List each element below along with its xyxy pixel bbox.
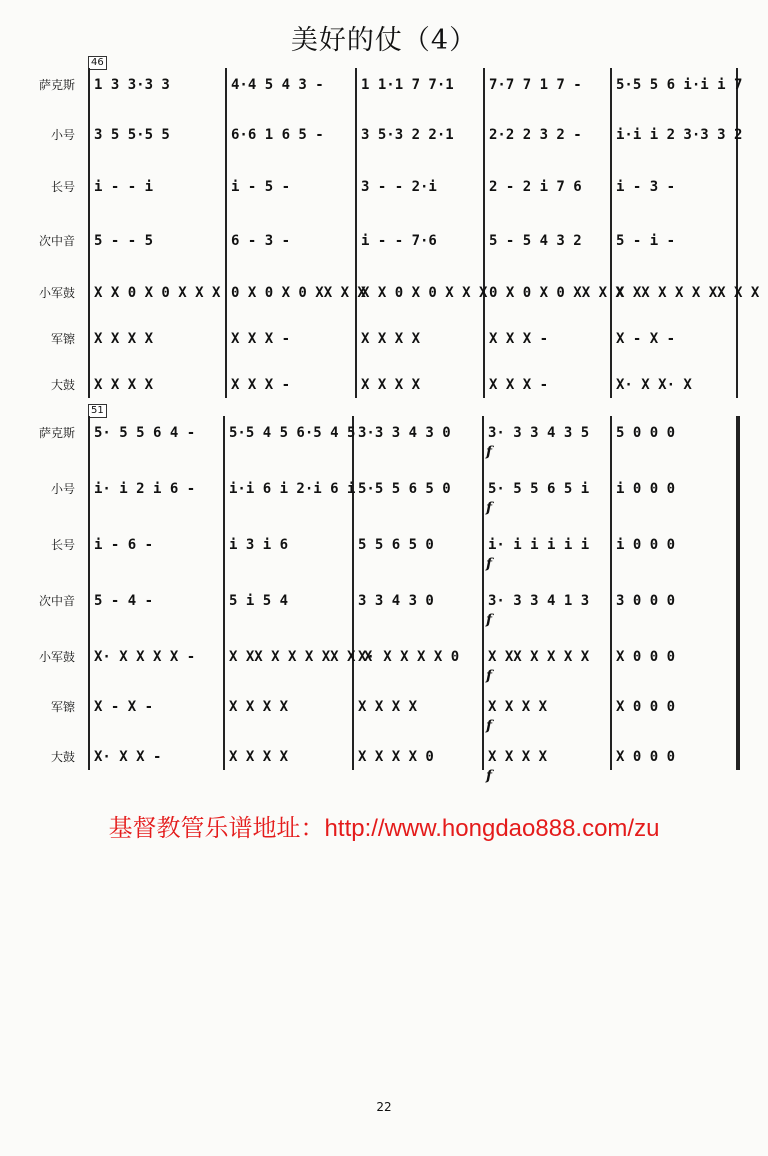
measure: i·i i 2 3·3 3 2 xyxy=(616,127,743,143)
instrument-label: 次中音 xyxy=(38,234,75,248)
measure: X X X - xyxy=(489,377,549,393)
measure: X 0 0 0 xyxy=(616,749,676,765)
measure: X X 0 X 0 X X X xyxy=(94,285,221,301)
staff-row xyxy=(0,120,768,150)
measure: X X X - xyxy=(231,377,291,393)
measure: i 3 i 6 xyxy=(229,537,289,553)
measure: i·i 6 i 2·i 6 i xyxy=(229,481,356,497)
dynamic-forte: f xyxy=(486,718,493,734)
dynamic-forte: f xyxy=(486,500,493,516)
measure: 0 X 0 X 0 XX X X xyxy=(489,285,624,301)
measure: 5 - - 5 xyxy=(94,233,154,249)
measure: 3· 3 3 4 3 5 xyxy=(488,425,590,441)
measure: X - X - xyxy=(94,699,154,715)
measure: X - X - xyxy=(616,331,676,347)
staff-row xyxy=(0,172,768,202)
staff-row xyxy=(0,642,768,672)
measure: 5·5 5 6 5 0 xyxy=(358,481,451,497)
dynamic-forte: f xyxy=(486,768,493,784)
staff-row xyxy=(0,530,768,560)
measure: 2·2 2 3 2 - xyxy=(489,127,582,143)
measure: X X X X xyxy=(94,331,154,347)
footer-link[interactable]: 基督教管乐谱地址：http://www.hongdao888.com/zu xyxy=(108,815,660,842)
measure: 1 3 3·3 3 xyxy=(94,77,170,93)
score-system xyxy=(0,56,768,401)
staff-row xyxy=(0,418,768,448)
measure: 3 0 0 0 xyxy=(616,593,676,609)
instrument-label: 长号 xyxy=(50,538,75,552)
instrument-label: 萨克斯 xyxy=(38,78,75,92)
measure: X 0 0 0 xyxy=(616,699,676,715)
measure: 3·3 3 4 3 0 xyxy=(358,425,451,441)
measure: 5 - 4 - xyxy=(94,593,154,609)
measure: 2 - 2 i 7 6 xyxy=(489,179,582,195)
measure: i - 6 - xyxy=(94,537,154,553)
staff-row xyxy=(0,324,768,354)
measure: i - - i xyxy=(94,179,154,195)
measure: X X X X xyxy=(488,749,548,765)
measure: X· X X· X xyxy=(616,377,692,393)
measure: 5 i 5 4 xyxy=(229,593,289,609)
staff-row xyxy=(0,742,768,772)
measure: 7·7 7 1 7 - xyxy=(489,77,582,93)
measure: X XX X X X XX X X xyxy=(229,649,373,665)
staff-row xyxy=(0,226,768,256)
instrument-label: 大鼓 xyxy=(50,378,75,392)
instrument-label: 次中音 xyxy=(38,594,75,608)
measure: 4·4 5 4 3 - xyxy=(231,77,324,93)
measure: X X X X xyxy=(229,699,289,715)
staff-row xyxy=(0,70,768,100)
measure: X· X X X X 0 xyxy=(358,649,460,665)
instrument-label: 军镲 xyxy=(50,332,75,346)
measure: 0 X 0 X 0 XX X X xyxy=(231,285,366,301)
instrument-label: 长号 xyxy=(50,180,75,194)
measure: X· X X - xyxy=(94,749,162,765)
measure: 5· 5 5 6 4 - xyxy=(94,425,196,441)
measure: i 0 0 0 xyxy=(616,481,676,497)
measure: X X X X xyxy=(358,699,418,715)
measure: i - - 7·6 xyxy=(361,233,437,249)
instrument-label: 萨克斯 xyxy=(38,426,75,440)
measure: 5· 5 5 6 5 i xyxy=(488,481,590,497)
staff-row xyxy=(0,278,768,308)
page-number: 22 xyxy=(376,1100,392,1114)
measure: 5 0 0 0 xyxy=(616,425,676,441)
instrument-label: 小号 xyxy=(50,482,75,496)
measure: 1 1·1 7 7·1 xyxy=(361,77,454,93)
instrument-label: 大鼓 xyxy=(50,750,75,764)
staff-row xyxy=(0,692,768,722)
measure: X X X X xyxy=(94,377,154,393)
score-system xyxy=(0,404,768,789)
measure: 3 5 5·5 5 xyxy=(94,127,170,143)
measure: X X 0 X 0 X X X xyxy=(361,285,488,301)
measure: X X X - xyxy=(489,331,549,347)
measure: 5 - 5 4 3 2 xyxy=(489,233,582,249)
measure: X XX X X X X xyxy=(488,649,590,665)
measure: 5 - i - xyxy=(616,233,676,249)
measure: i - 3 - xyxy=(616,179,676,195)
dynamic-forte: f xyxy=(486,444,493,460)
measure: 6 - 3 - xyxy=(231,233,291,249)
staff-row xyxy=(0,586,768,616)
measure: 3· 3 3 4 1 3 xyxy=(488,593,590,609)
measure: 3 3 4 3 0 xyxy=(358,593,434,609)
measure: X X X X xyxy=(229,749,289,765)
measure: X 0 0 0 xyxy=(616,649,676,665)
measure: X X X X xyxy=(361,331,421,347)
measure: X X X X xyxy=(361,377,421,393)
instrument-label: 军镲 xyxy=(50,700,75,714)
measure: X X X - xyxy=(231,331,291,347)
measure: 5·5 4 5 6·5 4 5 xyxy=(229,425,356,441)
measure: X· X X X X - xyxy=(94,649,196,665)
bar-number: 51 xyxy=(88,404,107,418)
measure: i - 5 - xyxy=(231,179,291,195)
measure: i· i 2 i 6 - xyxy=(94,481,196,497)
staff-row xyxy=(0,474,768,504)
staff-row xyxy=(0,370,768,400)
instrument-label: 小号 xyxy=(50,128,75,142)
measure: 5·5 5 6 i·i i 7 xyxy=(616,77,743,93)
instrument-label: 小军鼓 xyxy=(38,286,75,300)
measure: 3 - - 2·i xyxy=(361,179,437,195)
measure: X X X X xyxy=(488,699,548,715)
measure: i 0 0 0 xyxy=(616,537,676,553)
measure: i· i i i i i xyxy=(488,537,590,553)
bar-number: 46 xyxy=(88,56,107,70)
measure: 6·6 1 6 5 - xyxy=(231,127,324,143)
score-title: 美好的仗（4） xyxy=(290,25,478,56)
measure: X X X X 0 xyxy=(358,749,434,765)
instrument-label: 小军鼓 xyxy=(38,650,75,664)
measure: X XX X X X XX X X xyxy=(616,285,760,301)
dynamic-forte: f xyxy=(486,556,493,572)
dynamic-forte: f xyxy=(486,668,493,684)
measure: 5 5 6 5 0 xyxy=(358,537,434,553)
dynamic-forte: f xyxy=(486,612,493,628)
measure: 3 5·3 2 2·1 xyxy=(361,127,454,143)
